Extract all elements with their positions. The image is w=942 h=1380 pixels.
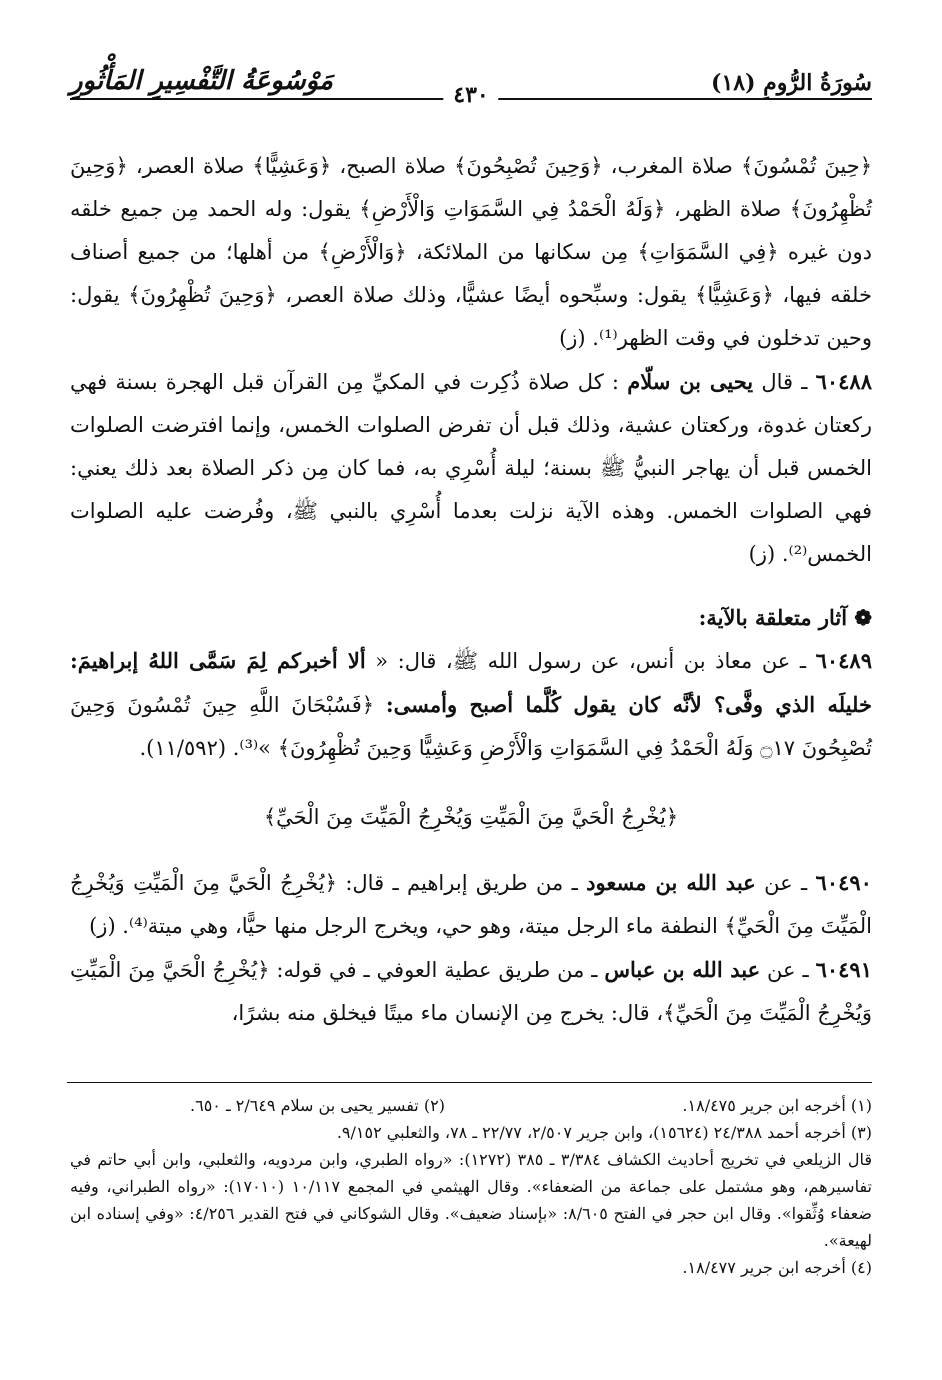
narration-text: : كل صلاة ذُكِرت في المكيِّ مِن القرآن قبل الهجرة بسنة فهي ركعتان غدوة، وركعتان عشية، وذلك قبل أن تفرض الصلوات الخمس، وإنما افترضت الصلوات الخمس قبل أن يهاجر النبيُّ ﷺ بسنة؛ ليلة أُسْرِي به، فما كان مِن ذكر الصلاة بعد ذلك يعني: فهي الصلوات الخمس. وهذه الآية نزلت بعدما أُسْرِي بالنبي ﷺ، وفُرضت عليه الصلوات الخمس⁽²⁾. (ز) [70, 370, 872, 566]
narrator-name: عبد الله بن عباس [604, 957, 761, 982]
narrator-name: عبد الله بن مسعود [586, 870, 756, 895]
narration-text: ـ من طريق إبراهيم ـ قال: ﴿يُخْرِجُ الْحَيَّ مِنَ الْمَيِّتِ وَيُخْرِجُ الْمَيِّتَ مِنَ الْحَيِّ﴾ النطفة ماء الرجل ميتة، وهو حي، ويخرج الرجل منها حيًّا، وهي ميتة⁽⁴⁾. (ز) [70, 871, 872, 938]
narration-6491 [70, 948, 872, 1035]
narration-6489 [70, 639, 872, 770]
quran-verse: ﴿فَسُبْحَانَ اللَّهِ حِينَ تُمْسُونَ وَحِينَ تُصْبِحُونَ ۝١٧ وَلَهُ الْحَمْدُ فِي السَّمَوَاتِ وَالْأَرْضِ وَعَشِيًّا وَحِينَ تُظْهِرُونَ﴾ [70, 693, 872, 760]
narrator-name: يحيى بن سلّام [627, 369, 754, 394]
narration-6490 [70, 861, 872, 948]
narration-text: ـ من طريق عطية العوفي ـ في قوله: ﴿يُخْرِجُ الْحَيَّ مِنَ الْمَيِّتِ وَيُخْرِجُ الْمَيِّتَ مِنَ الْحَيِّ﴾، قال: يخرج مِن الإنسان ماء ميتًا فيخلق منه بشرًا، [70, 958, 872, 1025]
book-title: مَوْسُوعَةُ التَّفْسِيرِ المَأْثُورِ [70, 66, 333, 96]
footnote-1: (١) أخرجه ابن جرير ١٨/٤٧٥. [682, 1096, 872, 1115]
narration-prefix: ـ عن [760, 958, 809, 982]
narration-number: ٦٠٤٨٨ [815, 369, 872, 394]
hadith-text: ألا أخبركم لِمَ سَمَّى اللهُ إبراهيمَ: خليلَه الذي وفَّى؟ لأنَّه كان يقول كُلَّما أصبح وأمسى: [70, 648, 872, 717]
narration-prefix: ـ قال [753, 370, 808, 394]
paragraph-tafsir: ﴿حِينَ تُمْسُونَ﴾ صلاة المغرب، ﴿وَحِينَ تُصْبِحُونَ﴾ صلاة الصبح، ﴿وَعَشِيًّا﴾ صلاة العصر، ﴿وَحِينَ تُظْهِرُونَ﴾ صلاة الظهر، ﴿وَلَهُ الْحَمْدُ فِي السَّمَوَاتِ وَالْأَرْضِ﴾ يقول: وله الحمد مِن جميع خلقه دون غيره ﴿فِي السَّمَوَاتِ﴾ مِن سكانها من الملائكة، ﴿وَالْأَرْضِ﴾ من أهلها؛ من جميع أصناف خلقه فيها، ﴿وَعَشِيًّا﴾ يقول: وسبِّحوه أيضًا عشيًّا، وذلك صلاة العصر، ﴿وَحِينَ تُظْهِرُونَ﴾ يقول: وحين تدخلون في وقت الظهر⁽¹⁾. (ز) [70, 154, 872, 350]
narration-suffix: »⁽³⁾. (١١/٥٩٢). [139, 736, 271, 760]
footnote-2: (٢) تفسير يحيى بن سلام ٢/٦٤٩ ـ ٦٥٠. [190, 1096, 445, 1115]
page-number: ٤٣٠ [443, 82, 498, 108]
narration-number: ٦٠٤٨٩ [815, 648, 872, 673]
narration-number: ٦٠٤٩١ [815, 957, 872, 982]
main-text [70, 145, 872, 1035]
surah-label: سُورَةُ الرُّومِ (١٨) [711, 70, 872, 96]
verse-heading: ﴿يُخْرِجُ الْحَيَّ مِنَ الْمَيِّتِ وَيُخْرِجُ الْمَيِّتَ مِنَ الْحَيِّ﴾ [263, 805, 679, 829]
narration-6488 [70, 360, 872, 576]
narration-prefix: ـ عن معاذ بن أنس، عن رسول الله ﷺ، قال: « [375, 649, 807, 673]
page-header [70, 60, 872, 130]
footnote-divider [67, 1082, 872, 1083]
narration-number: ٦٠٤٩٠ [815, 870, 872, 895]
footnote-3: (٣) أخرجه أحمد ٢٤/٣٨٨ (١٥٦٢٤)، وابن جرير ٢/٥٠٧، ٢٢/٧٧ ـ ٧٨، والثعلبي ٩/١٥٢. [336, 1123, 872, 1142]
footnote-3-continued: قال الزيلعي في تخريج أحاديث الكشاف ٣/٣٨٤ ـ ٣٨٥ (١٢٧٢): «رواه الطبري، وابن مردويه، والثعلبي، وابن أبي حاتم في تفاسيرهم، وهو مشتمل على جماعة من الضعفاء». وقال الهيثمي في المجمع ١٠/١١٧ (١٧٠١٠): «رواه الطبراني، وفيه ضعفاء وُثِّقوا». وقال ابن حجر في الفتح ٨/٦٠٥: «بإسناد ضعيف». وقال الشوكاني في فتح القدير ٤/٢٥٦: «وفي إسناده ابن لهيعة». [70, 1150, 873, 1250]
footnotes [70, 1092, 872, 1281]
narration-prefix: ـ عن [755, 871, 808, 895]
footnote-4: (٤) أخرجه ابن جرير ١٨/٤٧٧. [682, 1258, 872, 1277]
footnote-row [70, 1092, 872, 1119]
section-heading: ❁ آثار متعلقة بالآية: [698, 605, 872, 630]
